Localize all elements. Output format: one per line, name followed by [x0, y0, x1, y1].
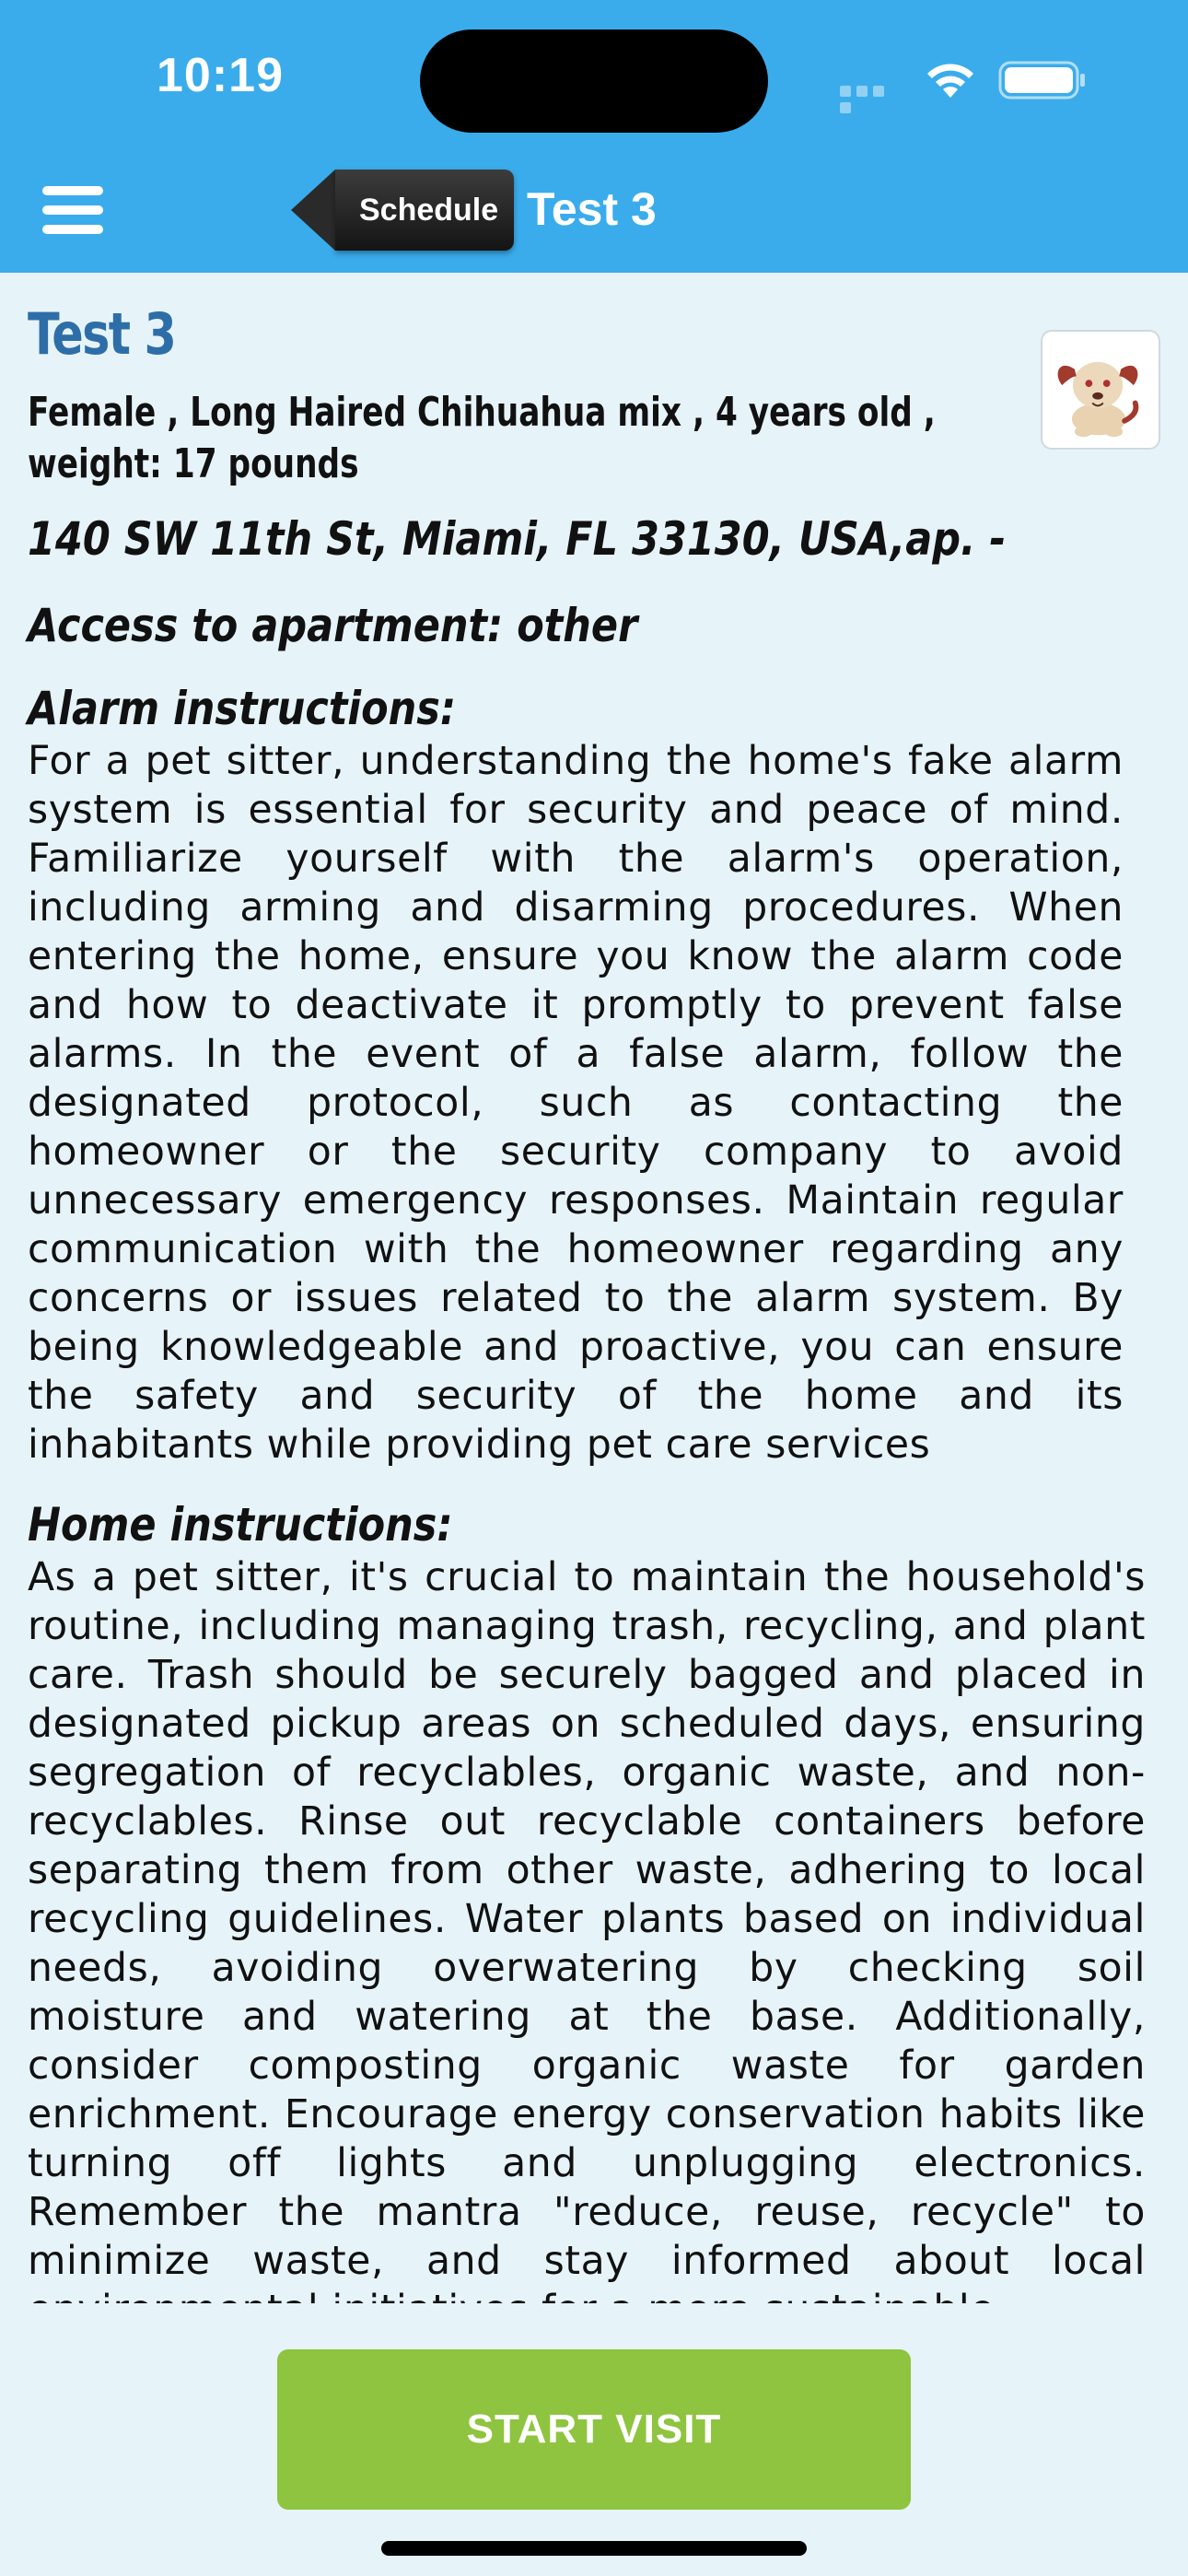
dynamic-island [420, 29, 768, 133]
status-time: 10:19 [157, 49, 284, 102]
cellular-signal-icon [840, 85, 904, 100]
app-header [0, 0, 1188, 273]
dog-cartoon-icon[interactable] [1041, 330, 1160, 450]
back-button-label: Schedule [359, 193, 499, 228]
home-instructions-title: Home instructions: [28, 1498, 453, 1551]
home-indicator[interactable] [381, 2541, 807, 2556]
home-instructions-text: As a pet sitter, it's crucial to maintain the household's routine, including managing trash, recycling, and plant care. Trash should be securely bagged and placed in designated pickup areas on scheduled days, ensuring segregation of recyclables, organic waste, and non-recyclables. Rinse out recyclable containers before separating them from other waste, adhering to local recycling guidelines. Water plants based on individual needs, avoiding overwatering by checking soil moisture and watering at the base. Additionally, consider composting organic waste for garden enrichment. Encourage energy conservation habits like turning off lights and unplugging electronics. Remember the mantra "reduce, reuse, recycle" to minimize waste, and stay informed about local [28, 1555, 1146, 2284]
alarm-instructions-title: Alarm instructions: [28, 682, 457, 735]
wifi-icon [923, 57, 978, 100]
hamburger-menu-icon[interactable] [42, 186, 103, 234]
apartment-access: Access to apartment: other [28, 599, 638, 652]
back-to-schedule-button[interactable] [291, 170, 514, 251]
battery-icon [998, 61, 1087, 100]
pet-address: 140 SW 11th St, Miami, FL 33130, USA,ap. - [28, 512, 1007, 566]
alarm-instructions-text: For a pet sitter, understanding the home's fake alarm system is essential for security and peace of mind. Familiarize yourself with the alarm's operation, including arming and disarming procedures. When entering the home, ensure you know the alarm code and how to deactivate it promptly to prevent false alarms. In the event of a false alarm, follow the designated protocol, such as contacting the homeowner or the security company to avoid unnecessary emergency responses. Maintain regular communication with the homeowner regarding any concerns or issues related to the alarm system. By being knowledgeable and proactive, you can ensure the safety and security of the home and its inhabitants while providing pet care services [28, 739, 1124, 1468]
pet-name: Test 3 [28, 300, 176, 368]
start-visit-button[interactable]: START VISIT [277, 2349, 911, 2510]
nav-title: Test 3 [527, 183, 657, 235]
back-arrow-icon [291, 170, 335, 251]
pet-details: Female , Long Haired Chihuahua mix , 4 years old , weight: 17 pounds [28, 389, 936, 487]
